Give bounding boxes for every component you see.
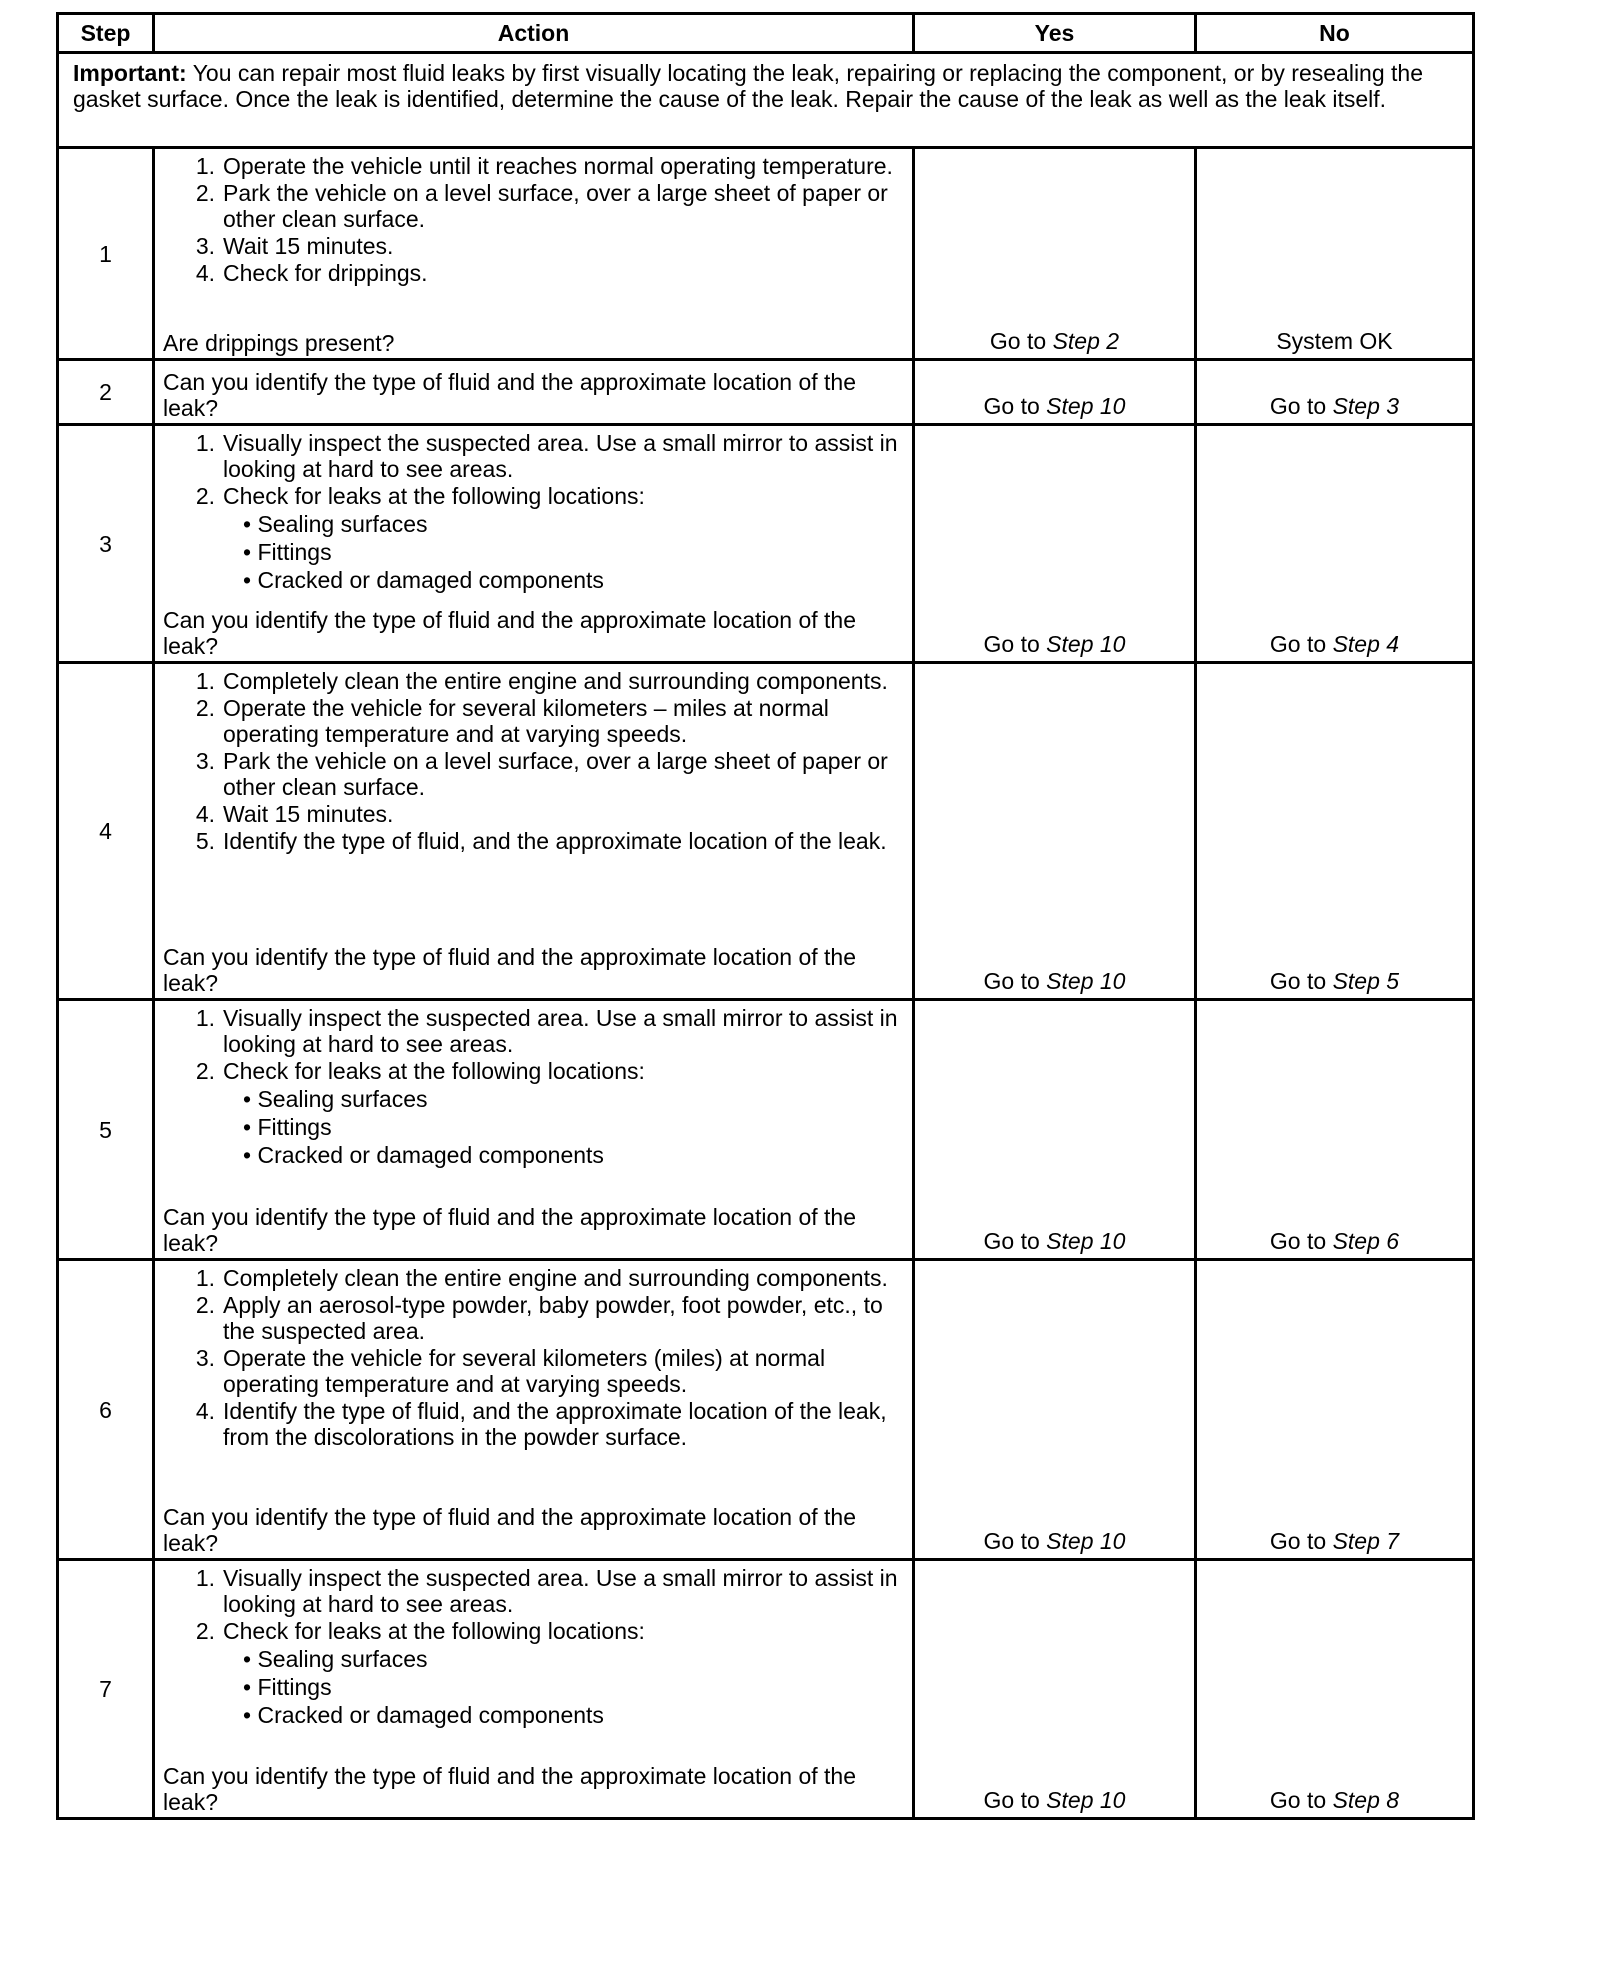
list-item xyxy=(163,1345,904,1397)
no-prefix: Go to xyxy=(1269,631,1333,657)
list-item xyxy=(163,801,904,827)
bullet-text: Fittings xyxy=(257,1114,332,1140)
bullet-icon: • xyxy=(243,539,258,565)
table-row xyxy=(58,1560,1474,1819)
header-action: Action xyxy=(154,14,914,53)
item-text: Wait 15 minutes. xyxy=(223,233,394,259)
item-text: Park the vehicle on a level surface, over a large sheet of paper or other clean surface. xyxy=(223,180,888,232)
item-text: Park the vehicle on a level surface, over a large sheet of paper or other clean surface. xyxy=(223,748,888,800)
no-result xyxy=(1196,360,1474,425)
action-cell xyxy=(154,1260,914,1560)
no-prefix: Go to xyxy=(1269,1228,1333,1254)
yes-result xyxy=(914,1560,1196,1819)
list-item xyxy=(163,483,904,509)
bullet-item xyxy=(163,1702,904,1728)
header-row xyxy=(58,14,1474,53)
question: Can you identify the type of fluid and the approximate location of the leak? xyxy=(163,1763,856,1815)
yes-step-link: Step 10 xyxy=(1046,1528,1126,1554)
bullet-item xyxy=(163,539,904,565)
list-item xyxy=(163,828,904,854)
yes-prefix: Go to xyxy=(983,393,1047,419)
yes-step-link: Step 10 xyxy=(1046,393,1126,419)
no-prefix: Go to xyxy=(1269,1787,1333,1813)
item-text: Operate the vehicle until it reaches normal operating temperature. xyxy=(223,153,893,179)
bullet-item xyxy=(163,511,904,537)
item-number: 2. xyxy=(195,695,215,721)
important-row xyxy=(58,53,1474,148)
item-text: Apply an aerosol-type powder, baby powder, foot powder, etc., to the suspected area. xyxy=(223,1292,883,1344)
question: Can you identify the type of fluid and the approximate location of the leak? xyxy=(163,1204,856,1256)
yes-prefix: Go to xyxy=(989,328,1053,354)
item-number: 2. xyxy=(195,1058,215,1084)
list-item xyxy=(163,430,904,482)
yes-step-link: Step 2 xyxy=(1052,328,1120,354)
item-number: 2. xyxy=(195,483,215,509)
item-text: Visually inspect the suspected area. Use a small mirror to assist in looking at hard to see areas. xyxy=(223,430,898,482)
item-number: 3. xyxy=(195,1345,215,1371)
no-step-link: Step 4 xyxy=(1332,631,1400,657)
item-number: 3. xyxy=(195,233,215,259)
no-step-link: Step 5 xyxy=(1332,968,1400,994)
item-text: Operate the vehicle for several kilometers (miles) at normal operating temperature and at varying speeds. xyxy=(223,1345,826,1397)
list-item xyxy=(163,695,904,747)
action-content xyxy=(155,1001,912,1258)
yes-result xyxy=(914,1000,1196,1260)
action-content xyxy=(155,1561,912,1817)
table-row xyxy=(58,425,1474,663)
yes-prefix: Go to xyxy=(983,1228,1047,1254)
item-text: Check for leaks at the following locations: xyxy=(223,483,645,509)
header-step: Step xyxy=(58,14,154,53)
diagnostic-table xyxy=(56,12,1475,1820)
item-number: 1. xyxy=(195,430,215,456)
no-result xyxy=(1196,148,1474,360)
list-item xyxy=(163,748,904,800)
bullet-icon: • xyxy=(243,567,258,593)
no-result xyxy=(1196,1260,1474,1560)
item-text: Wait 15 minutes. xyxy=(223,801,394,827)
bullet-text: Cracked or damaged components xyxy=(257,567,604,593)
item-number: 1. xyxy=(195,153,215,179)
item-number: 4. xyxy=(195,260,215,286)
bullet-item xyxy=(163,1114,904,1140)
bullet-text: Fittings xyxy=(257,1674,332,1700)
item-text: Operate the vehicle for several kilometers – miles at normal operating temperature and at varying speeds. xyxy=(223,695,829,747)
yes-prefix: Go to xyxy=(983,968,1047,994)
item-number: 1. xyxy=(195,1005,215,1031)
item-number: 4. xyxy=(195,801,215,827)
bullet-icon: • xyxy=(243,1702,258,1728)
list-item xyxy=(163,1565,904,1617)
yes-prefix: Go to xyxy=(983,1787,1047,1813)
bullet-text: Cracked or damaged components xyxy=(257,1142,604,1168)
list-item xyxy=(163,1618,904,1644)
no-step-link: Step 3 xyxy=(1332,393,1400,419)
bullet-item xyxy=(163,1142,904,1168)
no-prefix: System OK xyxy=(1276,328,1393,354)
question: Are drippings present? xyxy=(163,330,395,356)
action-content xyxy=(155,361,912,423)
list-item xyxy=(163,1058,904,1084)
list-item xyxy=(163,1265,904,1291)
bullet-icon: • xyxy=(243,511,258,537)
bullet-icon: • xyxy=(243,1142,258,1168)
list-item xyxy=(163,180,904,232)
item-text: Identify the type of fluid, and the approximate location of the leak. xyxy=(223,828,887,854)
bullet-icon: • xyxy=(243,1086,258,1112)
item-number: 4. xyxy=(195,1398,215,1424)
bullet-icon: • xyxy=(243,1114,258,1140)
bullet-item xyxy=(163,1674,904,1700)
item-number: 3. xyxy=(195,748,215,774)
bullet-text: Sealing surfaces xyxy=(257,1086,428,1112)
bullet-item xyxy=(163,1086,904,1112)
no-step-link: Step 7 xyxy=(1332,1528,1400,1554)
yes-result xyxy=(914,1260,1196,1560)
no-result xyxy=(1196,425,1474,663)
important-label: Important: xyxy=(73,60,187,86)
no-prefix: Go to xyxy=(1269,1528,1333,1554)
item-text: Check for drippings. xyxy=(223,260,428,286)
list-item xyxy=(163,1398,904,1450)
bullet-text: Sealing surfaces xyxy=(257,511,428,537)
list-item xyxy=(163,668,904,694)
yes-step-link: Step 10 xyxy=(1046,631,1126,657)
item-number: 1. xyxy=(195,1265,215,1291)
no-result xyxy=(1196,663,1474,1000)
no-prefix: Go to xyxy=(1269,393,1333,419)
list-item xyxy=(163,153,904,179)
item-text: Visually inspect the suspected area. Use a small mirror to assist in looking at hard to see areas. xyxy=(223,1005,898,1057)
action-cell xyxy=(154,1560,914,1819)
step-number: 3 xyxy=(58,425,154,663)
list-item xyxy=(163,233,904,259)
step-number: 4 xyxy=(58,663,154,1000)
important-note xyxy=(58,53,1474,148)
no-step-link: Step 8 xyxy=(1332,1787,1400,1813)
yes-result xyxy=(914,663,1196,1000)
item-text: Completely clean the entire engine and surrounding components. xyxy=(223,668,888,694)
item-number: 2. xyxy=(195,1618,215,1644)
bullet-icon: • xyxy=(243,1674,258,1700)
question: Can you identify the type of fluid and the approximate location of the leak? xyxy=(163,369,856,421)
no-prefix: Go to xyxy=(1269,968,1333,994)
action-content xyxy=(155,1261,912,1558)
no-result xyxy=(1196,1000,1474,1260)
action-content xyxy=(155,149,912,358)
item-text: Identify the type of fluid, and the approximate location of the leak, from the discolorations in the powder surface. xyxy=(223,1398,887,1450)
no-step-link: Step 6 xyxy=(1332,1228,1400,1254)
item-text: Check for leaks at the following locations: xyxy=(223,1618,645,1644)
yes-step-link: Step 10 xyxy=(1046,1787,1126,1813)
step-number: 7 xyxy=(58,1560,154,1819)
step-number: 6 xyxy=(58,1260,154,1560)
item-number: 1. xyxy=(195,1565,215,1591)
step-number: 5 xyxy=(58,1000,154,1260)
list-item xyxy=(163,260,904,286)
table-row xyxy=(58,148,1474,360)
action-cell xyxy=(154,425,914,663)
item-number: 5. xyxy=(195,828,215,854)
table-row xyxy=(58,663,1474,1000)
item-number: 2. xyxy=(195,180,215,206)
table-row xyxy=(58,360,1474,425)
yes-prefix: Go to xyxy=(983,631,1047,657)
yes-step-link: Step 10 xyxy=(1046,1228,1126,1254)
action-content xyxy=(155,664,912,998)
yes-result xyxy=(914,425,1196,663)
action-cell xyxy=(154,663,914,1000)
bullet-text: Fittings xyxy=(257,539,332,565)
item-text: Completely clean the entire engine and surrounding components. xyxy=(223,1265,888,1291)
list-item xyxy=(163,1292,904,1344)
bullet-icon: • xyxy=(243,1646,258,1672)
step-number: 2 xyxy=(58,360,154,425)
step-number: 1 xyxy=(58,148,154,360)
yes-result xyxy=(914,148,1196,360)
item-number: 2. xyxy=(195,1292,215,1318)
bullet-text: Sealing surfaces xyxy=(257,1646,428,1672)
item-text: Check for leaks at the following locations: xyxy=(223,1058,645,1084)
action-cell xyxy=(154,148,914,360)
header-yes: Yes xyxy=(914,14,1196,53)
bullet-item xyxy=(163,1646,904,1672)
action-cell xyxy=(154,1000,914,1260)
item-text: Visually inspect the suspected area. Use a small mirror to assist in looking at hard to see areas. xyxy=(223,1565,898,1617)
header-no: No xyxy=(1196,14,1474,53)
list-item xyxy=(163,1005,904,1057)
item-number: 1. xyxy=(195,668,215,694)
no-result xyxy=(1196,1560,1474,1819)
action-content xyxy=(155,426,912,661)
yes-step-link: Step 10 xyxy=(1046,968,1126,994)
important-text: You can repair most fluid leaks by first visually locating the leak, repairing or replacing the component, or by resealing the gasket surface. Once the leak is identified, determine the cause of the leak. Repair the cause of the leak as well as the leak itself. xyxy=(73,60,1424,112)
bullet-item xyxy=(163,567,904,593)
question: Can you identify the type of fluid and the approximate location of the leak? xyxy=(163,1504,856,1556)
table-row xyxy=(58,1260,1474,1560)
question: Can you identify the type of fluid and the approximate location of the leak? xyxy=(163,944,856,996)
table-row xyxy=(58,1000,1474,1260)
yes-prefix: Go to xyxy=(983,1528,1047,1554)
bullet-text: Cracked or damaged components xyxy=(257,1702,604,1728)
question: Can you identify the type of fluid and the approximate location of the leak? xyxy=(163,607,856,659)
yes-result xyxy=(914,360,1196,425)
action-cell xyxy=(154,360,914,425)
